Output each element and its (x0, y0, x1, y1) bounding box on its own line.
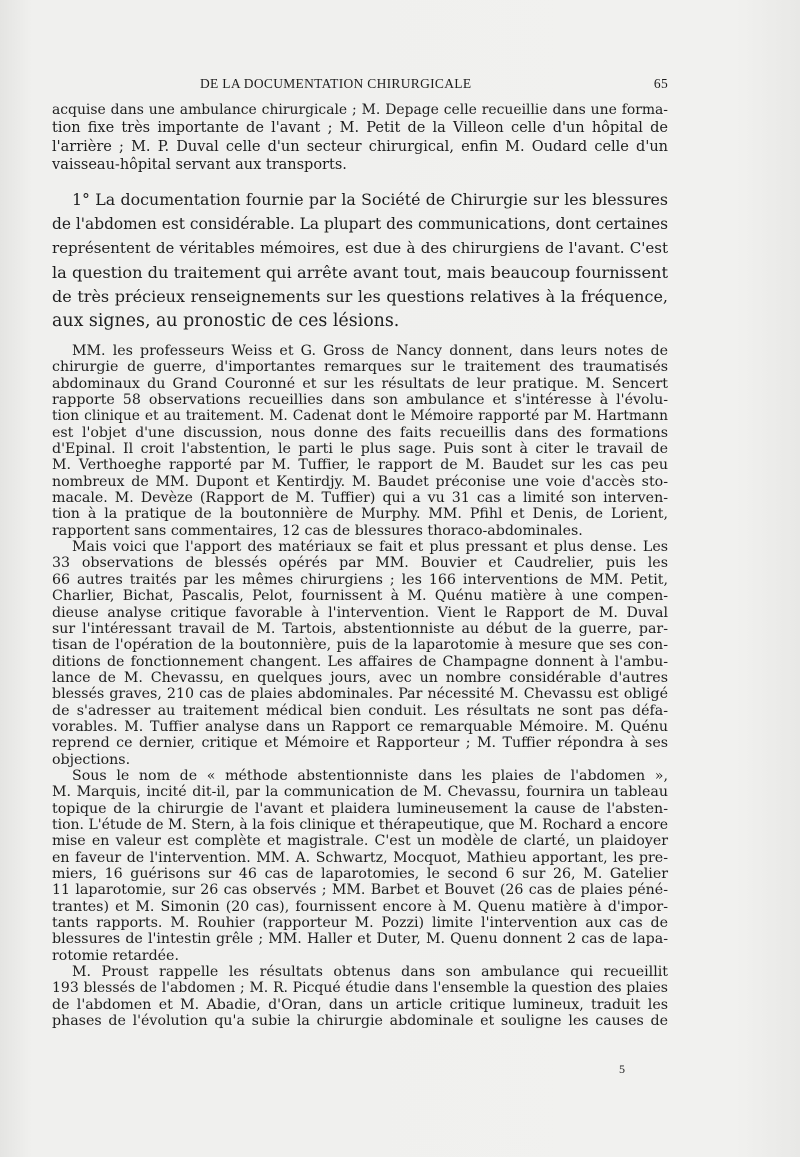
text-line: de l'abdomen est considérable. La plupart des communications, dont certaines (52, 215, 668, 234)
text-line: aux signes, au pronostic de ces lésions. (52, 311, 400, 332)
text-line: mise en valeur est complète et magistrale. C'est un modèle de clarté, un plaidoyer (52, 833, 668, 850)
text-line: 193 blessés de l'abdomen ; M. R. Picqué étudie dans l'ensemble la question des plaies (52, 980, 668, 997)
text-line: macale. M. Devèze (Rapport de M. Tuffier) qui a vu 31 cas a limité son interven- (52, 490, 668, 507)
text-line: 33 observations de blessés opérés par MM. Bouvier et Caudrelier, puis les (52, 555, 668, 572)
text-line: de très précieux renseignements sur les questions relatives à la fréquence, (52, 286, 668, 306)
text-line: acquise dans une ambulance chirurgicale ; M. Depage celle recueillie dans une forma- (52, 102, 668, 118)
text-line: rapporte 58 observations recueillies dans son ambulance et s'intéresse à l'évolu- (52, 392, 668, 409)
text-line: vorables. M. Tuffier analyse dans un Rapport ce remarquable Mémoire. M. Quénu (52, 718, 668, 735)
running-head (52, 76, 668, 92)
text-line: topique de la chirurgie de l'avant et plaidera lumineusement la cause de l'absten- (52, 800, 668, 817)
text-line: reprend ce dernier, critique et Mémoire et Rapporteur ; M. Tuffier répondra à ses (52, 735, 668, 752)
signature-mark: 5 (619, 1062, 625, 1076)
text-line: nombreux de MM. Dupont et Kentirdjy. M. Baudet préconise une voie d'accès sto- (52, 473, 668, 490)
text-line: 66 autres traités par les mêmes chirurgiens ; les 166 interventions de MM. Petit, (52, 571, 668, 588)
text-line: la question du traitement qui arrête avant tout, mais beaucoup fournissent (52, 262, 668, 282)
text-line: 1° La documentation fournie par la Société de Chirurgie sur les blessures (72, 190, 668, 209)
text-line: rapportent sans commentaires, 12 cas de blessures thoraco-abdominales. (52, 522, 583, 539)
text-line: vaisseau-hôpital servant aux transports. (52, 156, 347, 173)
text-line: tisan de l'opération de la boutonnière, puis de la laparotomie à mesure que ses con- (52, 637, 668, 654)
intro-paragraph (52, 101, 668, 174)
text-line: rotomie retardée. (52, 947, 179, 964)
text-line: trantes) et M. Simonin (20 cas), fournissent encore à M. Quenu matière à d'impor- (52, 898, 668, 915)
small-print-body (52, 343, 668, 1029)
text-line: représentent de véritables mémoires, est due à des chirurgiens de l'avant. C'est (52, 239, 668, 258)
text-line: de s'adresser au traitement médical bien conduit. Les résultats ne sont pas défa- (52, 702, 668, 719)
page-number: 65 (653, 76, 668, 91)
text-line: tants rapports. M. Rouhier (rapporteur M. Pozzi) limite l'intervention aux cas de (52, 915, 668, 932)
text-line: dieuse analyse critique favorable à l'intervention. Vient le Rapport de M. Duval (52, 604, 668, 621)
text-line: objections. (52, 751, 131, 768)
text-line: sur l'intéressant travail de M. Tartois, abstentionniste au début de la guerre, par- (52, 620, 668, 637)
text-line: de l'abdomen et M. Abadie, d'Oran, dans un article critique lumineux, traduit les (52, 996, 668, 1013)
text-line: blessés graves, 210 cas de plaies abdominales. Par nécessité M. Chevassu est obligé (52, 686, 668, 703)
text-line: tion à la pratique de la boutonnière de Murphy. MM. Pfihl et Denis, de Lorient, (52, 506, 668, 523)
section-abdomen-paragraph (52, 188, 668, 333)
text-line: abdominaux du Grand Couronné et sur les résultats de leur pratique. M. Sencert (52, 375, 668, 392)
text-line: chirurgie de guerre, d'importantes remarques sur le traitement des traumatisés (52, 359, 668, 376)
text-line: Charlier, Bichat, Pascalis, Pelot, fournissent à M. Quénu matière à une compen- (52, 588, 668, 605)
text-line: MM. les professeurs Weiss et G. Gross de Nancy donnent, dans leurs notes de (72, 343, 668, 359)
text-line: lance de M. Chevassu, en quelques jours, avec un nombre considérable d'autres (52, 669, 668, 686)
text-line: M. Proust rappelle les résultats obtenus dans son ambulance qui recueillit (72, 964, 668, 981)
text-line: tion fixe très importante de l'avant ; M. Petit de la Villeon celle d'un hôpital de (52, 120, 668, 137)
text-line: est l'objet d'une discussion, nous donne des faits recueillis dans des formations (52, 424, 668, 441)
text-line: 11 laparotomie, sur 26 cas observés ; MM. Barbet et Bouvet (26 cas de plaies péné- (52, 882, 668, 899)
running-head-title: DE LA DOCUMENTATION CHIRURGICALE (200, 76, 472, 91)
text-line: d'Epinal. Il croit l'abstention, le parti le plus sage. Puis sont à citer le travail de (52, 441, 668, 458)
text-line: Sous le nom de « méthode abstentionniste dans les plaies de l'abdomen », (72, 767, 668, 784)
text-line: miers, 16 guérisons sur 46 cas de laparotomies, le second 6 sur 26, M. Gatelier (52, 866, 668, 882)
text-line: phases de l'évolution qu'a subie la chirurgie abdominale et souligne les causes de (52, 1013, 668, 1030)
text-line: M. Marquis, incité dit-il, par la communication de M. Chevassu, fournira un tableau (52, 784, 668, 801)
text-line: M. Verthoeghe rapporté par M. Tuffier, le rapport de M. Baudet sur les cas peu (52, 457, 668, 474)
text-line: en faveur de l'intervention. MM. A. Schwartz, Mocquot, Mathieu apportant, les pre- (52, 849, 668, 866)
text-line: tion clinique et au traitement. M. Cadenat dont le Mémoire rapporté par M. Hartmann (52, 408, 668, 425)
text-line: l'arrière ; M. P. Duval celle d'un secteur chirurgical, enfin M. Oudard celle d'un (52, 138, 668, 155)
text-line: blessures de l'intestin grêle ; MM. Haller et Duter, M. Quenu donnent 2 cas de lapa- (52, 931, 668, 948)
text-line: ditions de fonctionnement changent. Les affaires de Champagne donnent à l'ambu- (52, 653, 668, 670)
text-line: tion. L'étude de M. Stern, à la fois clinique et thérapeutique, que M. Rochard a encore (52, 816, 668, 833)
text-line: Mais voici que l'apport des matériaux se fait et plus pressant et plus dense. Les (72, 539, 668, 556)
